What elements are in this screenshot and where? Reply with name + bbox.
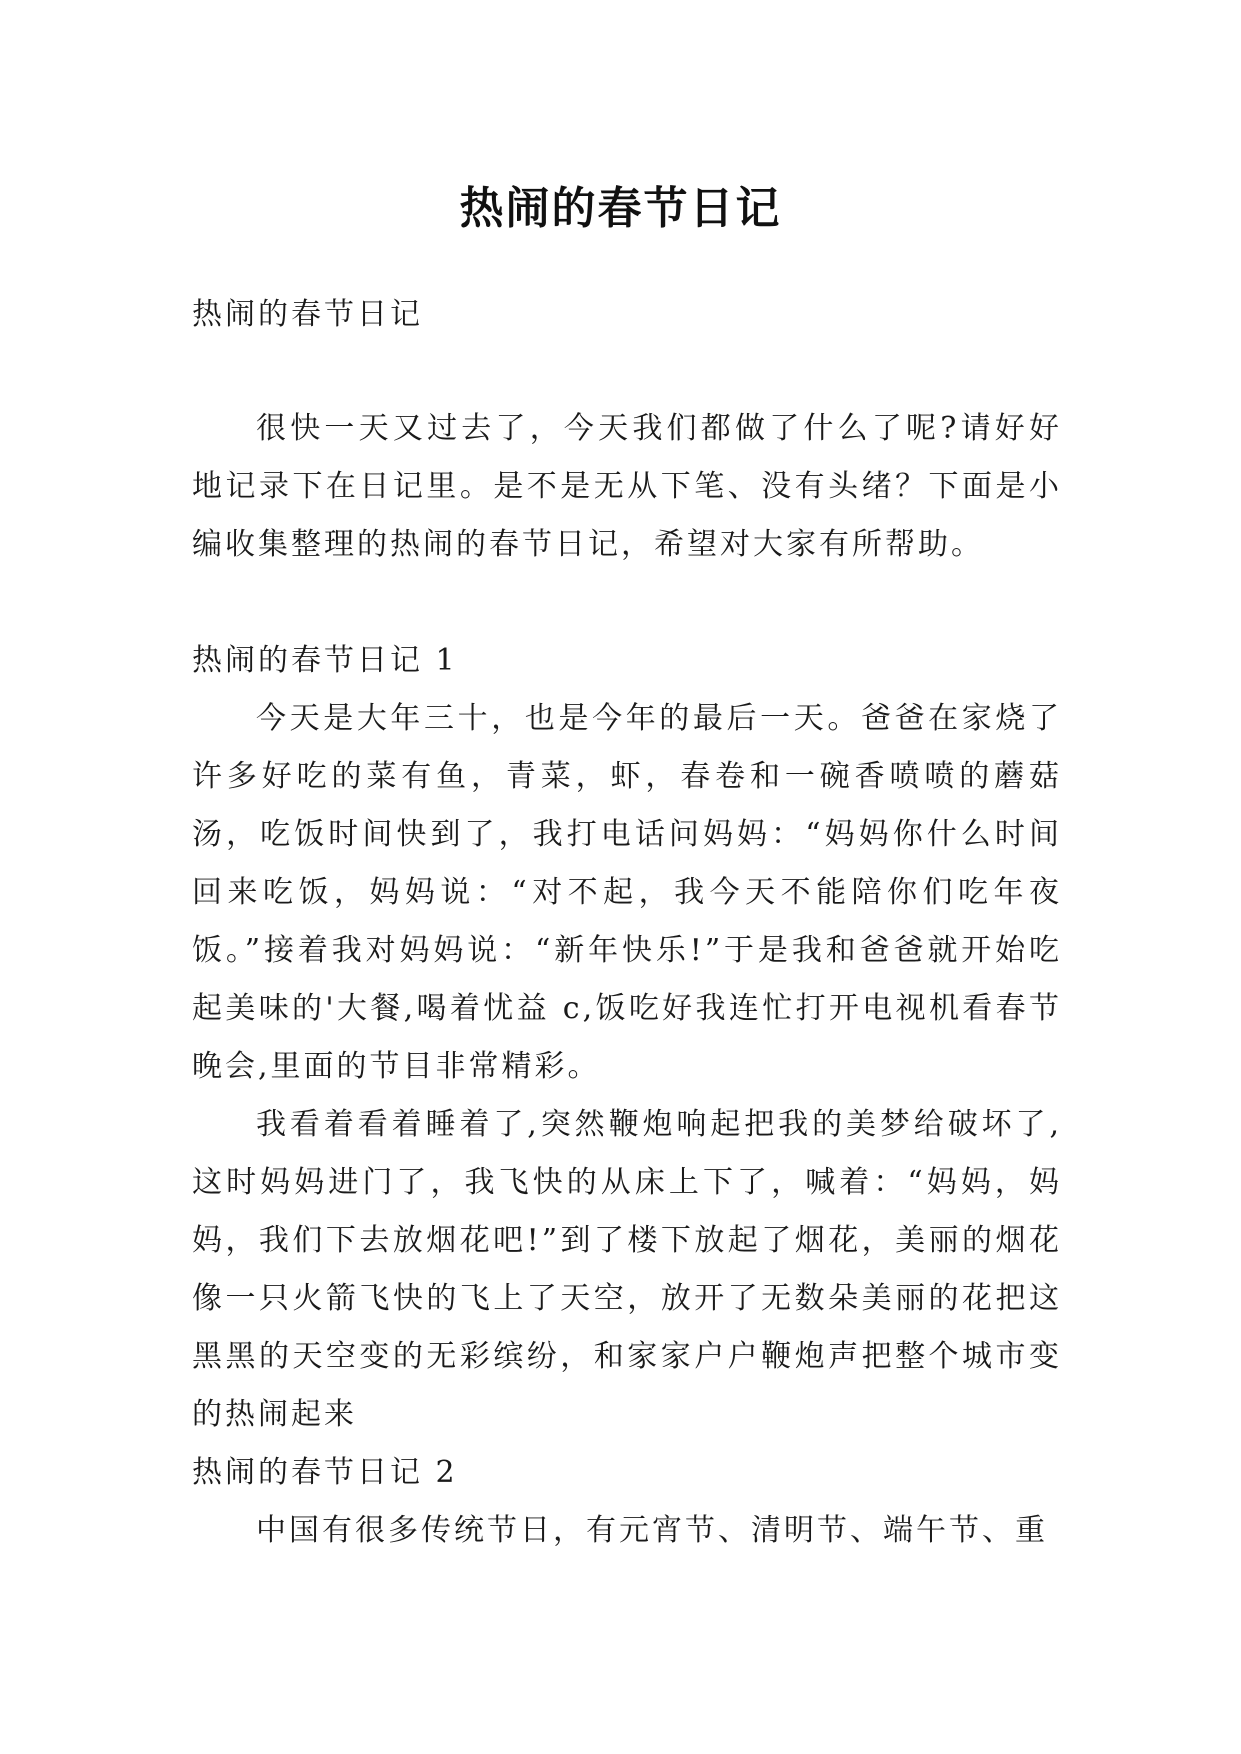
document-body: [192, 286, 1062, 1560]
section-heading-1: 热闹的春节日记 1: [192, 643, 458, 678]
section-1-paragraph-1: 今天是大年三十，也是今年的最后一天。爸爸在家烧了许多好吃的菜有鱼，青菜，虾，春卷和一碗香喷喷的蘑菇汤，吃饭时间快到了，我打电话问妈妈：“妈妈你什么时间回来吃饭，妈妈说：“对不起，我今天不能陪你们吃年夜饭。”接着我对妈妈说：“新年快乐!”于是我和爸爸就开始吃起美味的'大餐,喝着忧益 c,饭吃好我连忙打开电视机看春节晚会,里面的节目非常精彩。: [192, 701, 1062, 1084]
document-subtitle: 热闹的春节日记: [192, 297, 423, 332]
spacer: [192, 574, 1062, 632]
section-2-paragraph-1: 中国有很多传统节日，有元宵节、清明节、端午节、重: [256, 1513, 1048, 1548]
intro-paragraph: 很快一天又过去了，今天我们都做了什么了呢?请好好地记录下在日记里。是不是无从下笔、没有头绪？下面是小编收集整理的热闹的春节日记，希望对大家有所帮助。: [192, 411, 1062, 562]
page-title: 热闹的春节日记: [459, 183, 782, 235]
section-1-paragraph-2: 我看着看着睡着了,突然鞭炮响起把我的美梦给破坏了,这时妈妈进门了，我飞快的从床上下了，喊着：“妈妈，妈妈，我们下去放烟花吧!”到了楼下放起了烟花，美丽的烟花像一只火箭飞快的飞上了天空，放开了无数朵美丽的花把这黑黑的天空变的无彩缤纷，和家家户户鞭炮声把整个城市变的热闹起来: [192, 1107, 1062, 1432]
spacer: [192, 344, 1062, 400]
section-heading-2: 热闹的春节日记 2: [192, 1455, 458, 1490]
